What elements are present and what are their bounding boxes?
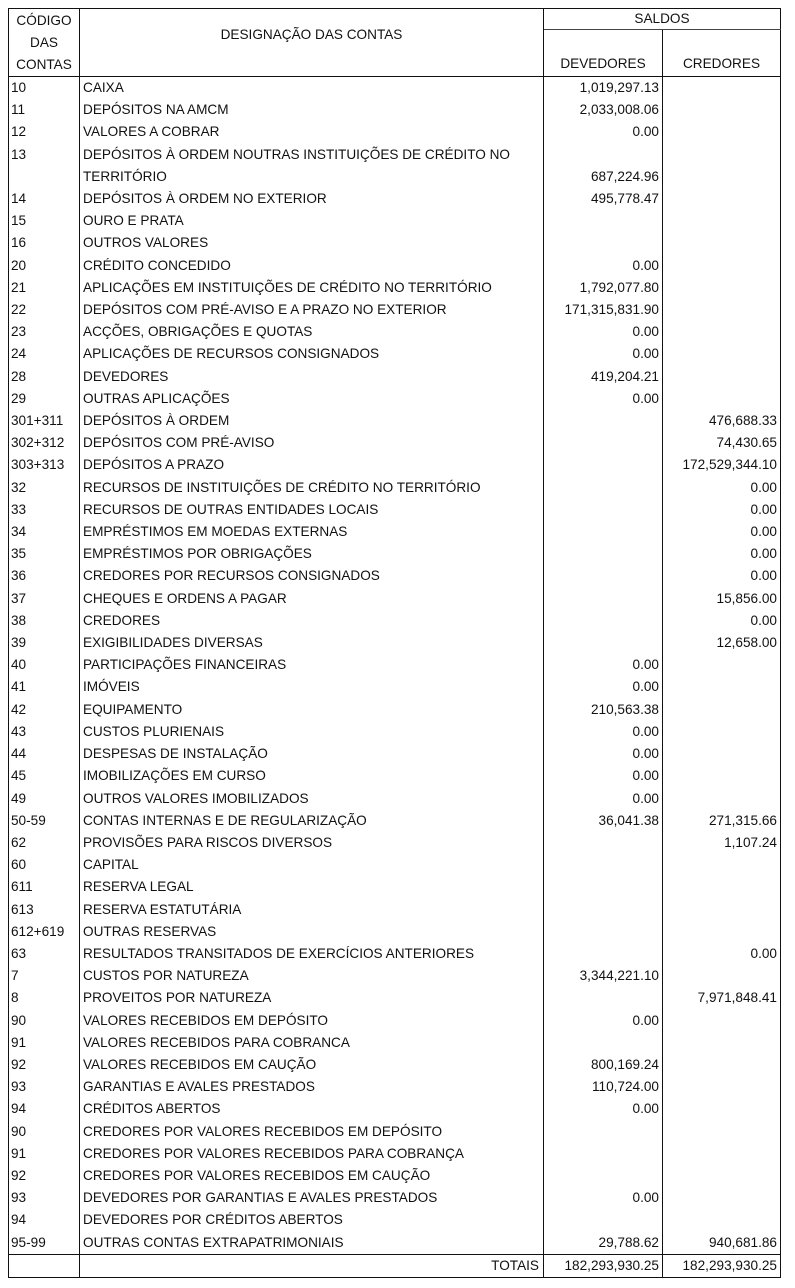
credit-balance (663, 388, 781, 410)
table-row (9, 832, 781, 854)
table-row (9, 232, 781, 254)
credit-balance (663, 721, 781, 743)
account-designation: APLICAÇÕES DE RECURSOS CONSIGNADOS (80, 343, 544, 365)
credit-balance (663, 321, 781, 343)
header-credit: CREDORES (663, 30, 781, 77)
account-designation: OUTROS VALORES (80, 232, 544, 254)
account-code: 50-59 (9, 810, 80, 832)
account-code: 91 (9, 1143, 80, 1165)
table-row (9, 277, 781, 299)
account-designation: VALORES RECEBIDOS EM DEPÓSITO (80, 1010, 544, 1032)
account-code: 40 (9, 654, 80, 676)
table-row (9, 1209, 781, 1231)
account-designation: EMPRÉSTIMOS EM MOEDAS EXTERNAS (80, 521, 544, 543)
credit-balance (663, 232, 781, 254)
account-code: 44 (9, 743, 80, 765)
account-designation: APLICAÇÕES EM INSTITUIÇÕES DE CRÉDITO NO TERRITÓRIO (80, 277, 544, 299)
debit-balance (544, 454, 663, 476)
credit-balance (663, 743, 781, 765)
account-designation: DEVEDORES POR GARANTIAS E AVALES PRESTADOS (80, 1187, 544, 1209)
account-code: 301+311 (9, 410, 80, 432)
credit-balance (663, 1165, 781, 1187)
table-row (9, 921, 781, 943)
debit-balance (544, 477, 663, 499)
account-designation: CREDORES POR VALORES RECEBIDOS EM DEPÓSITO (80, 1121, 544, 1143)
table-row (9, 1076, 781, 1098)
credit-balance (663, 1121, 781, 1143)
totals-label: TOTAIS (80, 1254, 544, 1277)
account-code: 302+312 (9, 432, 80, 454)
balance-sheet (8, 8, 780, 1278)
table-row (9, 1187, 781, 1209)
account-code: 8 (9, 987, 80, 1009)
debit-balance: 0.00 (544, 388, 663, 410)
credit-balance (663, 1209, 781, 1231)
totals-debit: 182,293,930.25 (544, 1254, 663, 1277)
account-code: 45 (9, 765, 80, 787)
account-code: 94 (9, 1209, 80, 1231)
account-code: 612+619 (9, 921, 80, 943)
table-row (9, 810, 781, 832)
credit-balance (663, 144, 781, 166)
account-code: 22 (9, 299, 80, 321)
table-row (9, 1232, 781, 1255)
account-designation: EMPRÉSTIMOS POR OBRIGAÇÕES (80, 543, 544, 565)
debit-balance (544, 1032, 663, 1054)
account-designation: DEPÓSITOS COM PRÉ-AVISO (80, 432, 544, 454)
debit-balance (544, 832, 663, 854)
credit-balance (663, 1098, 781, 1120)
account-designation: EXIGIBILIDADES DIVERSAS (80, 632, 544, 654)
account-code: 24 (9, 343, 80, 365)
credit-balance (663, 166, 781, 188)
table-row (9, 432, 781, 454)
debit-balance (544, 854, 663, 876)
account-code: 93 (9, 1076, 80, 1098)
account-code: 34 (9, 521, 80, 543)
header-code-line: CÓDIGO (16, 12, 72, 28)
table-row (9, 632, 781, 654)
table-row (9, 943, 781, 965)
debit-balance: 3,344,221.10 (544, 965, 663, 987)
table-row (9, 1032, 781, 1054)
table-row (9, 343, 781, 365)
credit-balance: 0.00 (663, 543, 781, 565)
debit-balance (544, 899, 663, 921)
credit-balance (663, 99, 781, 121)
debit-balance: 0.00 (544, 676, 663, 698)
accounts-table (8, 8, 781, 1278)
credit-balance: 12,658.00 (663, 632, 781, 654)
debit-balance: 0.00 (544, 1187, 663, 1209)
account-designation: EQUIPAMENTO (80, 699, 544, 721)
account-designation: CUSTOS PLURIENAIS (80, 721, 544, 743)
account-code: 37 (9, 588, 80, 610)
credit-balance (663, 121, 781, 143)
account-code: 36 (9, 565, 80, 587)
credit-balance (663, 876, 781, 898)
credit-balance (663, 676, 781, 698)
table-footer (9, 1254, 781, 1277)
account-code: 16 (9, 232, 80, 254)
debit-balance: 2,033,008.06 (544, 99, 663, 121)
credit-balance (663, 210, 781, 232)
account-designation: PROVEITOS POR NATUREZA (80, 987, 544, 1009)
table-row (9, 255, 781, 277)
account-designation: CREDORES POR VALORES RECEBIDOS PARA COBRANÇA (80, 1143, 544, 1165)
account-designation: DEPÓSITOS À ORDEM NO EXTERIOR (80, 188, 544, 210)
account-designation: IMOBILIZAÇÕES EM CURSO (80, 765, 544, 787)
credit-balance: 0.00 (663, 521, 781, 543)
debit-balance (544, 499, 663, 521)
debit-balance: 1,792,077.80 (544, 277, 663, 299)
account-code: 13 (9, 144, 80, 166)
table-row (9, 965, 781, 987)
credit-balance: 172,529,344.10 (663, 454, 781, 476)
table-row (9, 610, 781, 632)
debit-balance: 0.00 (544, 743, 663, 765)
account-designation: ACÇÕES, OBRIGAÇÕES E QUOTAS (80, 321, 544, 343)
debit-balance: 1,019,297.13 (544, 77, 663, 100)
credit-balance: 0.00 (663, 499, 781, 521)
debit-balance (544, 232, 663, 254)
account-designation: CUSTOS POR NATUREZA (80, 965, 544, 987)
account-code: 20 (9, 255, 80, 277)
account-designation: RESULTADOS TRANSITADOS DE EXERCÍCIOS ANTERIORES (80, 943, 544, 965)
account-designation: TERRITÓRIO (80, 166, 544, 188)
credit-balance (663, 255, 781, 277)
debit-balance (544, 632, 663, 654)
header-balances: SALDOS (544, 9, 781, 30)
account-designation: OUTRAS RESERVAS (80, 921, 544, 943)
table-row (9, 166, 781, 188)
credit-balance (663, 765, 781, 787)
table-row (9, 543, 781, 565)
header-designation: DESIGNAÇÃO DAS CONTAS (80, 9, 544, 77)
account-designation: CHEQUES E ORDENS A PAGAR (80, 588, 544, 610)
credit-balance (663, 1187, 781, 1209)
table-row (9, 654, 781, 676)
table-row (9, 743, 781, 765)
credit-balance (663, 366, 781, 388)
account-designation: CAPITAL (80, 854, 544, 876)
table-body (9, 77, 781, 1255)
table-header (9, 9, 781, 77)
account-code: 23 (9, 321, 80, 343)
debit-balance (544, 521, 663, 543)
table-row (9, 321, 781, 343)
table-row (9, 499, 781, 521)
account-code: 33 (9, 499, 80, 521)
debit-balance (544, 588, 663, 610)
account-designation: CRÉDITOS ABERTOS (80, 1098, 544, 1120)
debit-balance: 0.00 (544, 1098, 663, 1120)
table-row (9, 876, 781, 898)
account-code (9, 166, 80, 188)
table-row (9, 188, 781, 210)
table-row (9, 987, 781, 1009)
debit-balance (544, 1209, 663, 1231)
credit-balance (663, 654, 781, 676)
account-code: 62 (9, 832, 80, 854)
credit-balance (663, 277, 781, 299)
credit-balance (663, 854, 781, 876)
account-designation: CRÉDITO CONCEDIDO (80, 255, 544, 277)
credit-balance (663, 77, 781, 100)
account-code: 90 (9, 1121, 80, 1143)
account-designation: CAIXA (80, 77, 544, 100)
credit-balance (663, 1076, 781, 1098)
account-code: 42 (9, 699, 80, 721)
credit-balance: 940,681.86 (663, 1232, 781, 1255)
account-code: 41 (9, 676, 80, 698)
table-row (9, 521, 781, 543)
account-code: 93 (9, 1187, 80, 1209)
account-code: 38 (9, 610, 80, 632)
table-row (9, 1143, 781, 1165)
credit-balance: 271,315.66 (663, 810, 781, 832)
table-row (9, 588, 781, 610)
table-row (9, 210, 781, 232)
credit-balance (663, 965, 781, 987)
account-code: 92 (9, 1054, 80, 1076)
debit-balance: 0.00 (544, 321, 663, 343)
account-designation: PARTICIPAÇÕES FINANCEIRAS (80, 654, 544, 676)
debit-balance: 110,724.00 (544, 1076, 663, 1098)
credit-balance (663, 899, 781, 921)
account-code: 49 (9, 788, 80, 810)
credit-balance: 74,430.65 (663, 432, 781, 454)
credit-balance (663, 343, 781, 365)
header-code-line: CONTAS (16, 56, 72, 72)
debit-balance: 0.00 (544, 1010, 663, 1032)
debit-balance (544, 876, 663, 898)
account-code: 303+313 (9, 454, 80, 476)
account-designation: DEPÓSITOS A PRAZO (80, 454, 544, 476)
table-row (9, 410, 781, 432)
account-designation: VALORES RECEBIDOS PARA COBRANCA (80, 1032, 544, 1054)
account-code: 28 (9, 366, 80, 388)
table-row (9, 1054, 781, 1076)
table-row (9, 477, 781, 499)
account-code: 21 (9, 277, 80, 299)
account-code: 14 (9, 188, 80, 210)
debit-balance (544, 144, 663, 166)
debit-balance: 0.00 (544, 121, 663, 143)
account-designation: CREDORES POR RECURSOS CONSIGNADOS (80, 565, 544, 587)
credit-balance: 0.00 (663, 565, 781, 587)
table-row (9, 765, 781, 787)
debit-balance: 0.00 (544, 343, 663, 365)
account-designation: CREDORES (80, 610, 544, 632)
totals-blank (9, 1254, 80, 1277)
account-designation: DEPÓSITOS NA AMCM (80, 99, 544, 121)
debit-balance (544, 610, 663, 632)
account-code: 91 (9, 1032, 80, 1054)
account-designation: CREDORES POR VALORES RECEBIDOS EM CAUÇÃO (80, 1165, 544, 1187)
credit-balance: 15,856.00 (663, 588, 781, 610)
table-row (9, 1098, 781, 1120)
account-designation: OUTRAS CONTAS EXTRAPATRIMONIAIS (80, 1232, 544, 1255)
account-designation: VALORES A COBRAR (80, 121, 544, 143)
account-designation: RESERVA ESTATUTÁRIA (80, 899, 544, 921)
debit-balance: 171,315,831.90 (544, 299, 663, 321)
debit-balance: 419,204.21 (544, 366, 663, 388)
account-designation: OUTROS VALORES IMOBILIZADOS (80, 788, 544, 810)
table-row (9, 366, 781, 388)
account-code: 94 (9, 1098, 80, 1120)
account-designation: VALORES RECEBIDOS EM CAUÇÃO (80, 1054, 544, 1076)
table-row (9, 388, 781, 410)
credit-balance (663, 1010, 781, 1032)
debit-balance (544, 943, 663, 965)
credit-balance (663, 921, 781, 943)
account-code: 11 (9, 99, 80, 121)
account-code: 95-99 (9, 1232, 80, 1255)
credit-balance: 0.00 (663, 943, 781, 965)
account-designation: OUTRAS APLICAÇÕES (80, 388, 544, 410)
account-designation: CONTAS INTERNAS E DE REGULARIZAÇÃO (80, 810, 544, 832)
account-code: 60 (9, 854, 80, 876)
debit-balance: 495,778.47 (544, 188, 663, 210)
credit-balance (663, 1054, 781, 1076)
table-row (9, 99, 781, 121)
account-code: 35 (9, 543, 80, 565)
account-code: 10 (9, 77, 80, 100)
credit-balance (663, 699, 781, 721)
account-designation: RECURSOS DE INSTITUIÇÕES DE CRÉDITO NO TERRITÓRIO (80, 477, 544, 499)
account-code: 92 (9, 1165, 80, 1187)
credit-balance (663, 1032, 781, 1054)
account-code: 63 (9, 943, 80, 965)
account-designation: DEPÓSITOS COM PRÉ-AVISO E A PRAZO NO EXTERIOR (80, 299, 544, 321)
table-row (9, 454, 781, 476)
table-row (9, 699, 781, 721)
debit-balance: 36,041.38 (544, 810, 663, 832)
account-code: 611 (9, 876, 80, 898)
debit-balance (544, 987, 663, 1009)
account-designation: OURO E PRATA (80, 210, 544, 232)
credit-balance: 476,688.33 (663, 410, 781, 432)
account-code: 12 (9, 121, 80, 143)
credit-balance (663, 188, 781, 210)
table-row (9, 788, 781, 810)
debit-balance (544, 543, 663, 565)
debit-balance (544, 1143, 663, 1165)
table-row (9, 854, 781, 876)
header-code-line: DAS (30, 34, 58, 50)
debit-balance: 687,224.96 (544, 166, 663, 188)
debit-balance: 0.00 (544, 765, 663, 787)
debit-balance (544, 1121, 663, 1143)
debit-balance (544, 410, 663, 432)
table-row (9, 899, 781, 921)
account-code: 613 (9, 899, 80, 921)
debit-balance (544, 1165, 663, 1187)
table-row (9, 721, 781, 743)
table-row (9, 121, 781, 143)
debit-balance (544, 210, 663, 232)
account-code: 32 (9, 477, 80, 499)
credit-balance (663, 299, 781, 321)
account-code: 15 (9, 210, 80, 232)
debit-balance (544, 921, 663, 943)
account-designation: PROVISÕES PARA RISCOS DIVERSOS (80, 832, 544, 854)
table-row (9, 299, 781, 321)
table-row (9, 144, 781, 166)
account-code: 29 (9, 388, 80, 410)
table-row (9, 1121, 781, 1143)
account-designation: RESERVA LEGAL (80, 876, 544, 898)
credit-balance (663, 1143, 781, 1165)
account-code: 90 (9, 1010, 80, 1032)
credit-balance (663, 788, 781, 810)
table-row (9, 77, 781, 100)
table-row (9, 676, 781, 698)
debit-balance: 0.00 (544, 788, 663, 810)
table-row (9, 565, 781, 587)
debit-balance: 800,169.24 (544, 1054, 663, 1076)
header-debit: DEVEDORES (544, 30, 663, 77)
debit-balance: 0.00 (544, 255, 663, 277)
account-designation: GARANTIAS E AVALES PRESTADOS (80, 1076, 544, 1098)
credit-balance: 0.00 (663, 610, 781, 632)
totals-row (9, 1254, 781, 1277)
debit-balance (544, 432, 663, 454)
header-account-code (9, 9, 80, 77)
table-row (9, 1165, 781, 1187)
debit-balance: 0.00 (544, 654, 663, 676)
debit-balance (544, 565, 663, 587)
account-code: 39 (9, 632, 80, 654)
credit-balance: 1,107.24 (663, 832, 781, 854)
account-designation: DEVEDORES (80, 366, 544, 388)
table-row (9, 1010, 781, 1032)
debit-balance: 0.00 (544, 721, 663, 743)
account-designation: DEVEDORES POR CRÉDITOS ABERTOS (80, 1209, 544, 1231)
debit-balance: 210,563.38 (544, 699, 663, 721)
account-designation: DESPESAS DE INSTALAÇÃO (80, 743, 544, 765)
account-designation: RECURSOS DE OUTRAS ENTIDADES LOCAIS (80, 499, 544, 521)
account-code: 7 (9, 965, 80, 987)
debit-balance: 29,788.62 (544, 1232, 663, 1255)
account-code: 43 (9, 721, 80, 743)
account-designation: IMÓVEIS (80, 676, 544, 698)
credit-balance: 0.00 (663, 477, 781, 499)
account-designation: DEPÓSITOS À ORDEM NOUTRAS INSTITUIÇÕES DE CRÉDITO NO (80, 144, 544, 166)
totals-credit: 182,293,930.25 (663, 1254, 781, 1277)
account-designation: DEPÓSITOS À ORDEM (80, 410, 544, 432)
credit-balance: 7,971,848.41 (663, 987, 781, 1009)
